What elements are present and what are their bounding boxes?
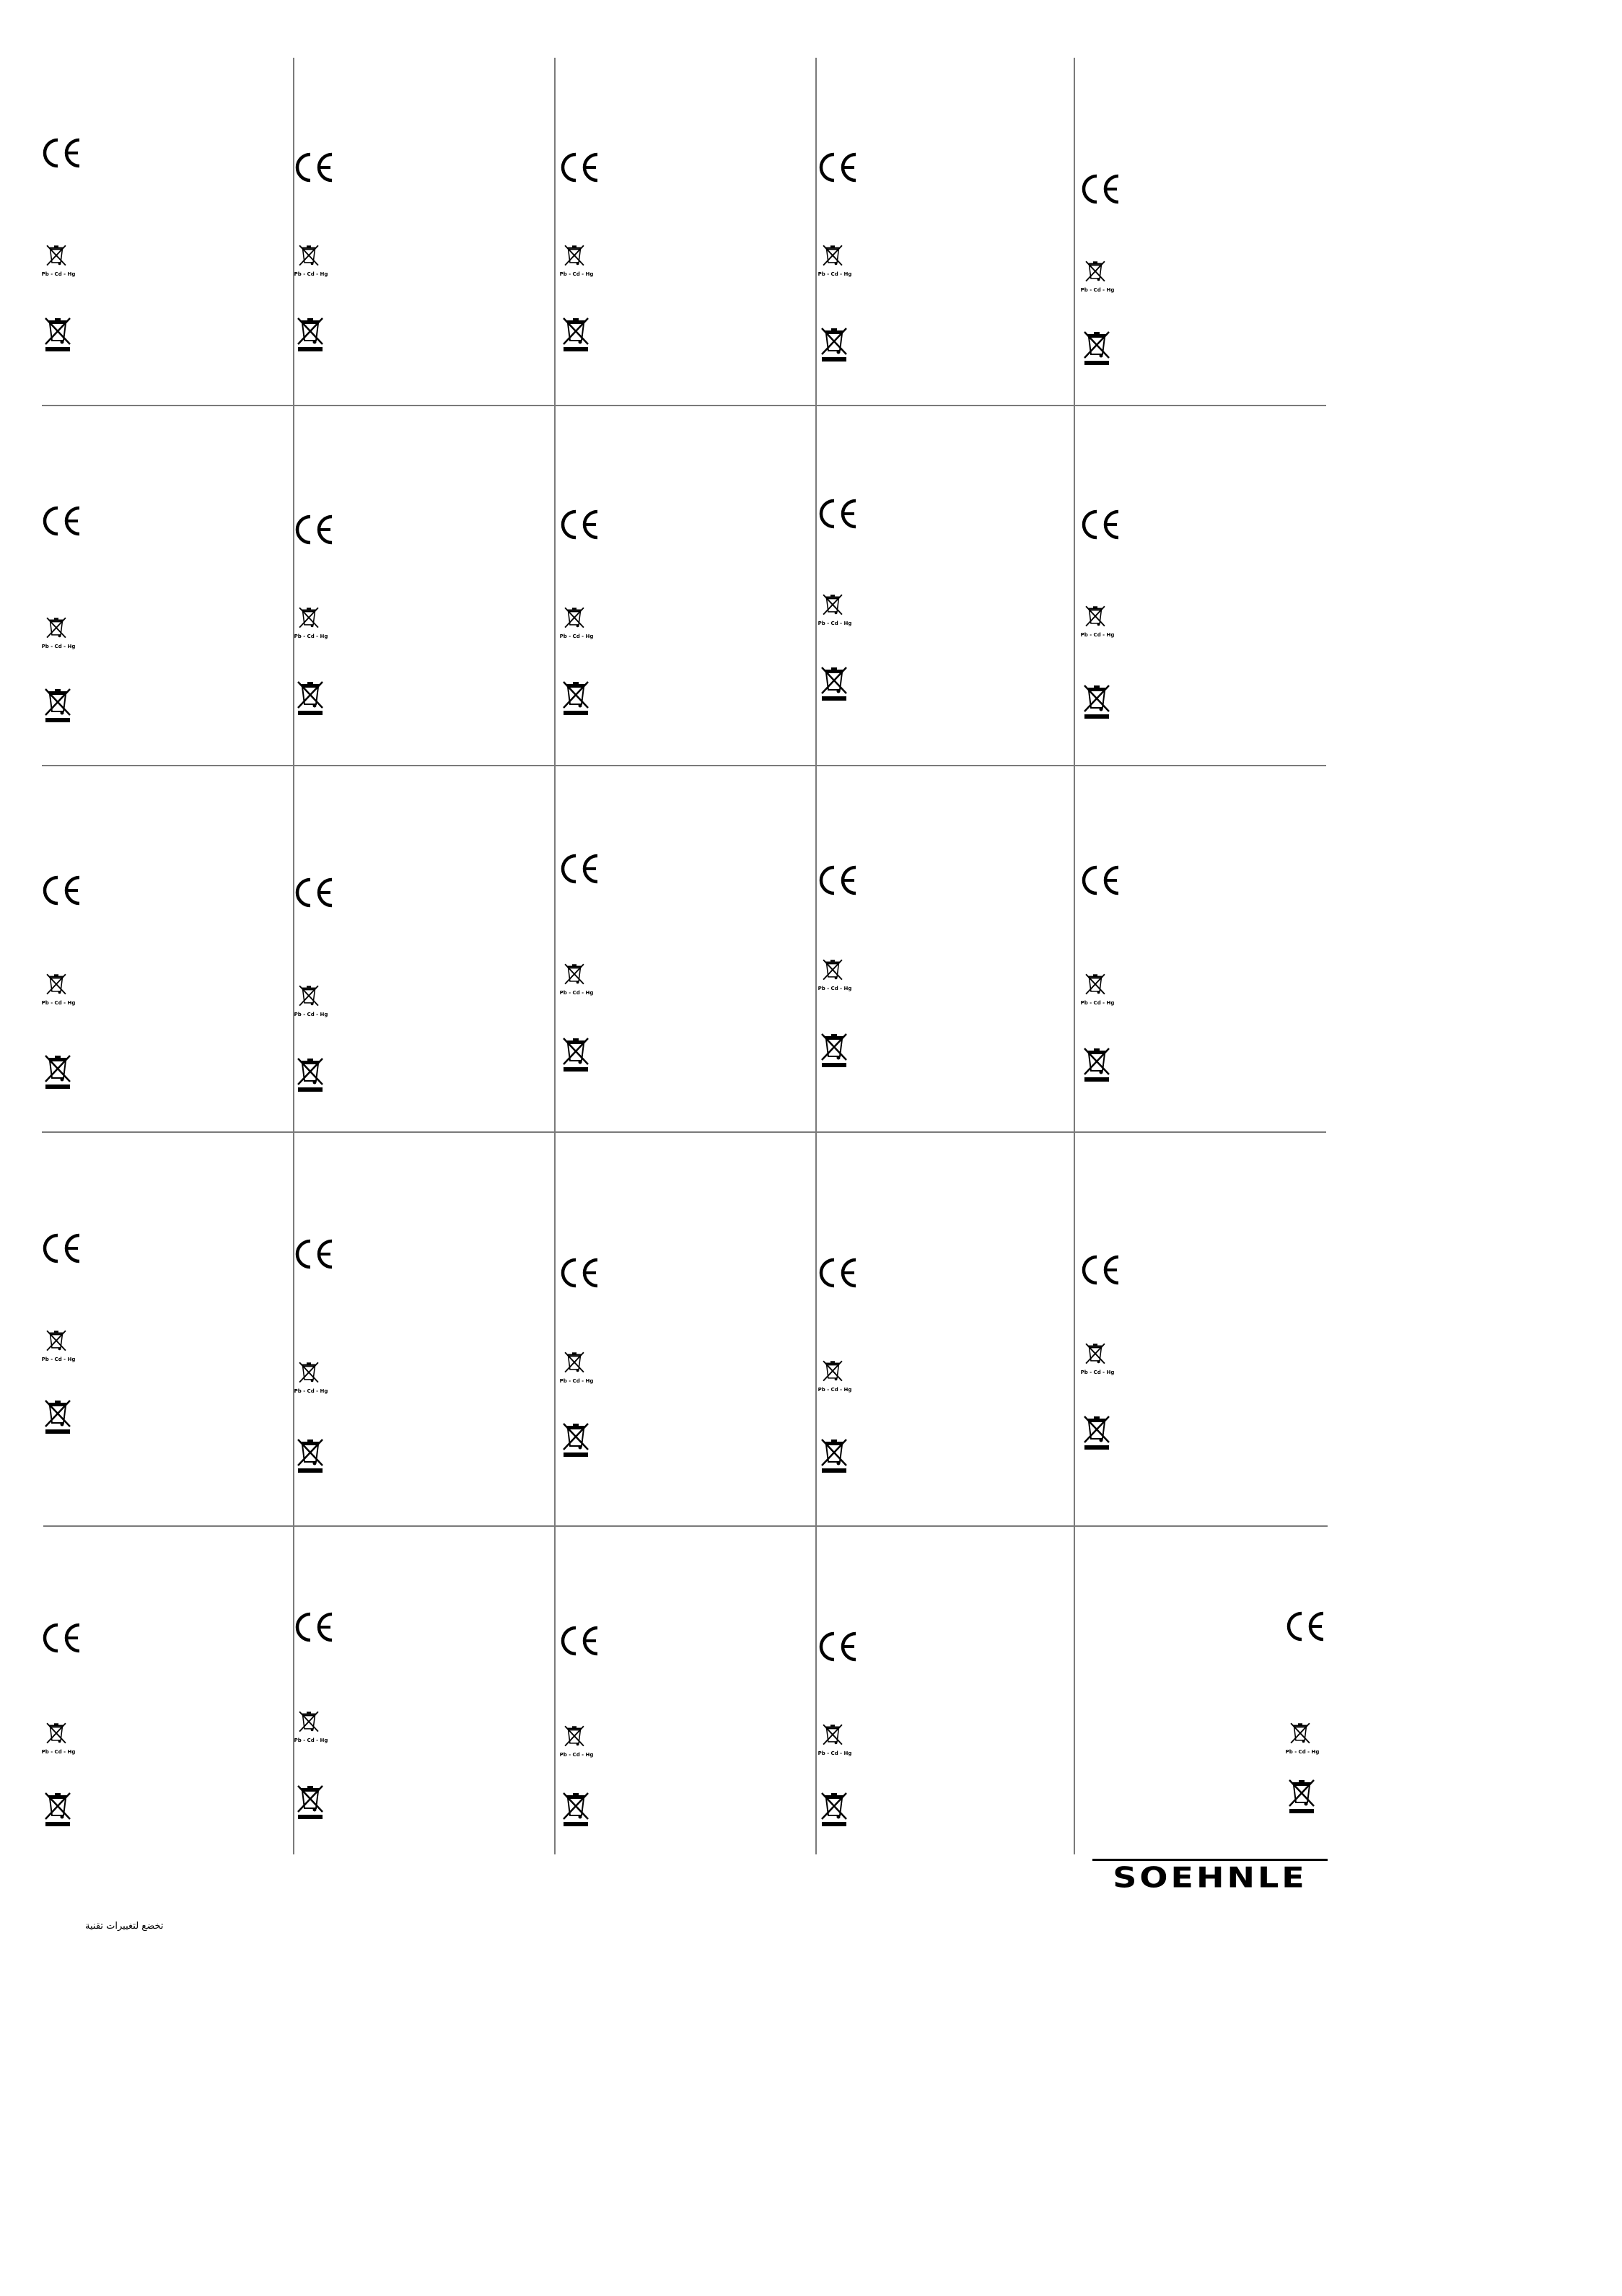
ce-mark-icon [294, 514, 335, 545]
row-divider [42, 765, 1326, 766]
weee-bin-icon [820, 1789, 851, 1830]
weee-bin-icon [820, 1436, 851, 1476]
weee-bin-icon [820, 664, 851, 704]
weee-bin-icon [1287, 1776, 1319, 1817]
ce-mark-icon [560, 152, 600, 183]
battery-chem-label: Pb - Cd - Hg [1080, 287, 1115, 293]
weee-bin-icon [43, 685, 75, 726]
weee-bin-icon [1082, 1045, 1114, 1085]
ce-mark-icon [294, 152, 335, 183]
battery-chem-label: Pb - Cd - Hg [1080, 1000, 1115, 1006]
battery-disposal-icon [294, 1361, 328, 1397]
battery-chem-label: Pb - Cd - Hg [1080, 1370, 1115, 1375]
ce-mark-icon [1081, 1254, 1121, 1286]
weee-bin-icon [43, 315, 75, 355]
battery-disposal-icon [817, 1359, 852, 1395]
row-divider [43, 1525, 1328, 1527]
ce-mark-icon [1081, 864, 1121, 896]
battery-disposal-icon [41, 616, 76, 652]
battery-disposal-icon [1080, 1342, 1115, 1378]
row-divider [42, 405, 1326, 406]
weee-bin-icon [296, 678, 328, 719]
battery-chem-label: Pb - Cd - Hg [559, 634, 594, 639]
ce-mark-icon [42, 1232, 82, 1264]
ce-mark-icon [560, 853, 600, 885]
soehnle-logo [1092, 1859, 1328, 1896]
weee-bin-icon [561, 1789, 593, 1830]
battery-disposal-icon [294, 606, 328, 642]
weee-bin-icon [43, 1052, 75, 1092]
battery-disposal-icon [1080, 260, 1115, 296]
ce-mark-icon [42, 1622, 82, 1654]
battery-chem-label: Pb - Cd - Hg [1285, 1749, 1320, 1755]
ce-mark-icon [818, 1257, 859, 1289]
battery-chem-label: Pb - Cd - Hg [1080, 632, 1115, 638]
column-divider [815, 58, 817, 1854]
weee-bin-icon [43, 1397, 75, 1437]
weee-bin-icon [296, 315, 328, 355]
battery-disposal-icon [41, 1722, 76, 1758]
battery-chem-label: Pb - Cd - Hg [817, 986, 852, 991]
ce-mark-icon [818, 498, 859, 530]
ce-mark-icon [42, 137, 82, 169]
battery-chem-label: Pb - Cd - Hg [817, 621, 852, 626]
weee-bin-icon [561, 315, 593, 355]
battery-chem-label: Pb - Cd - Hg [294, 634, 328, 639]
battery-chem-label: Pb - Cd - Hg [294, 1388, 328, 1394]
battery-disposal-icon [559, 606, 594, 642]
ce-mark-icon [294, 1238, 335, 1270]
battery-chem-label: Pb - Cd - Hg [41, 644, 76, 649]
battery-chem-label: Pb - Cd - Hg [817, 1751, 852, 1756]
battery-disposal-icon [41, 1329, 76, 1365]
battery-disposal-icon [1080, 605, 1115, 641]
weee-bin-icon [1082, 328, 1114, 369]
weee-bin-icon [296, 1436, 328, 1476]
weee-bin-icon [561, 678, 593, 719]
ce-mark-icon [42, 505, 82, 537]
battery-chem-label: Pb - Cd - Hg [41, 1000, 76, 1006]
battery-chem-label: Pb - Cd - Hg [817, 1387, 852, 1393]
ce-mark-icon [294, 1611, 335, 1643]
ce-mark-icon [560, 509, 600, 540]
weee-bin-icon [296, 1055, 328, 1095]
battery-disposal-icon [1080, 973, 1115, 1009]
battery-chem-label: Pb - Cd - Hg [817, 271, 852, 277]
battery-disposal-icon [817, 244, 852, 280]
ce-mark-icon [818, 152, 859, 183]
ce-mark-icon [42, 875, 82, 906]
battery-disposal-icon [817, 593, 852, 629]
battery-disposal-icon [294, 984, 328, 1020]
column-divider [1074, 58, 1075, 1854]
ce-mark-icon [818, 864, 859, 896]
battery-disposal-icon [559, 963, 594, 999]
ce-mark-icon [1081, 509, 1121, 540]
battery-disposal-icon [817, 1723, 852, 1759]
battery-chem-label: Pb - Cd - Hg [41, 271, 76, 277]
battery-chem-label: Pb - Cd - Hg [559, 271, 594, 277]
column-divider [293, 58, 294, 1854]
ce-mark-icon [560, 1625, 600, 1657]
technical-changes-note: تخضع لتغييرات تقنية [85, 1921, 164, 1932]
battery-disposal-icon [559, 1725, 594, 1761]
battery-disposal-icon [559, 244, 594, 280]
weee-bin-icon [820, 1030, 851, 1071]
battery-chem-label: Pb - Cd - Hg [294, 271, 328, 277]
ce-mark-icon [1081, 173, 1121, 205]
weee-bin-icon [1082, 682, 1114, 722]
weee-bin-icon [1082, 1413, 1114, 1453]
weee-bin-icon [43, 1789, 75, 1830]
weee-bin-icon [820, 325, 851, 365]
battery-chem-label: Pb - Cd - Hg [294, 1012, 328, 1017]
weee-bin-icon [561, 1420, 593, 1460]
ce-mark-icon [294, 877, 335, 908]
ce-mark-icon [560, 1257, 600, 1289]
battery-disposal-icon [294, 244, 328, 280]
battery-chem-label: Pb - Cd - Hg [294, 1738, 328, 1743]
battery-disposal-icon [817, 958, 852, 994]
ce-mark-icon [818, 1631, 859, 1662]
battery-disposal-icon [294, 1710, 328, 1746]
battery-chem-label: Pb - Cd - Hg [559, 1378, 594, 1384]
battery-disposal-icon [1285, 1722, 1320, 1758]
column-divider [554, 58, 556, 1854]
battery-chem-label: Pb - Cd - Hg [559, 990, 594, 996]
logo-text: SOEHNLE [1113, 1860, 1307, 1894]
ce-mark-icon [1286, 1611, 1326, 1642]
battery-chem-label: Pb - Cd - Hg [41, 1749, 76, 1755]
battery-chem-label: Pb - Cd - Hg [41, 1357, 76, 1362]
weee-bin-icon [296, 1782, 328, 1823]
battery-disposal-icon [41, 973, 76, 1009]
row-divider [42, 1131, 1326, 1133]
battery-chem-label: Pb - Cd - Hg [559, 1752, 594, 1758]
battery-disposal-icon [559, 1351, 594, 1387]
battery-disposal-icon [41, 244, 76, 280]
weee-bin-icon [561, 1035, 593, 1075]
